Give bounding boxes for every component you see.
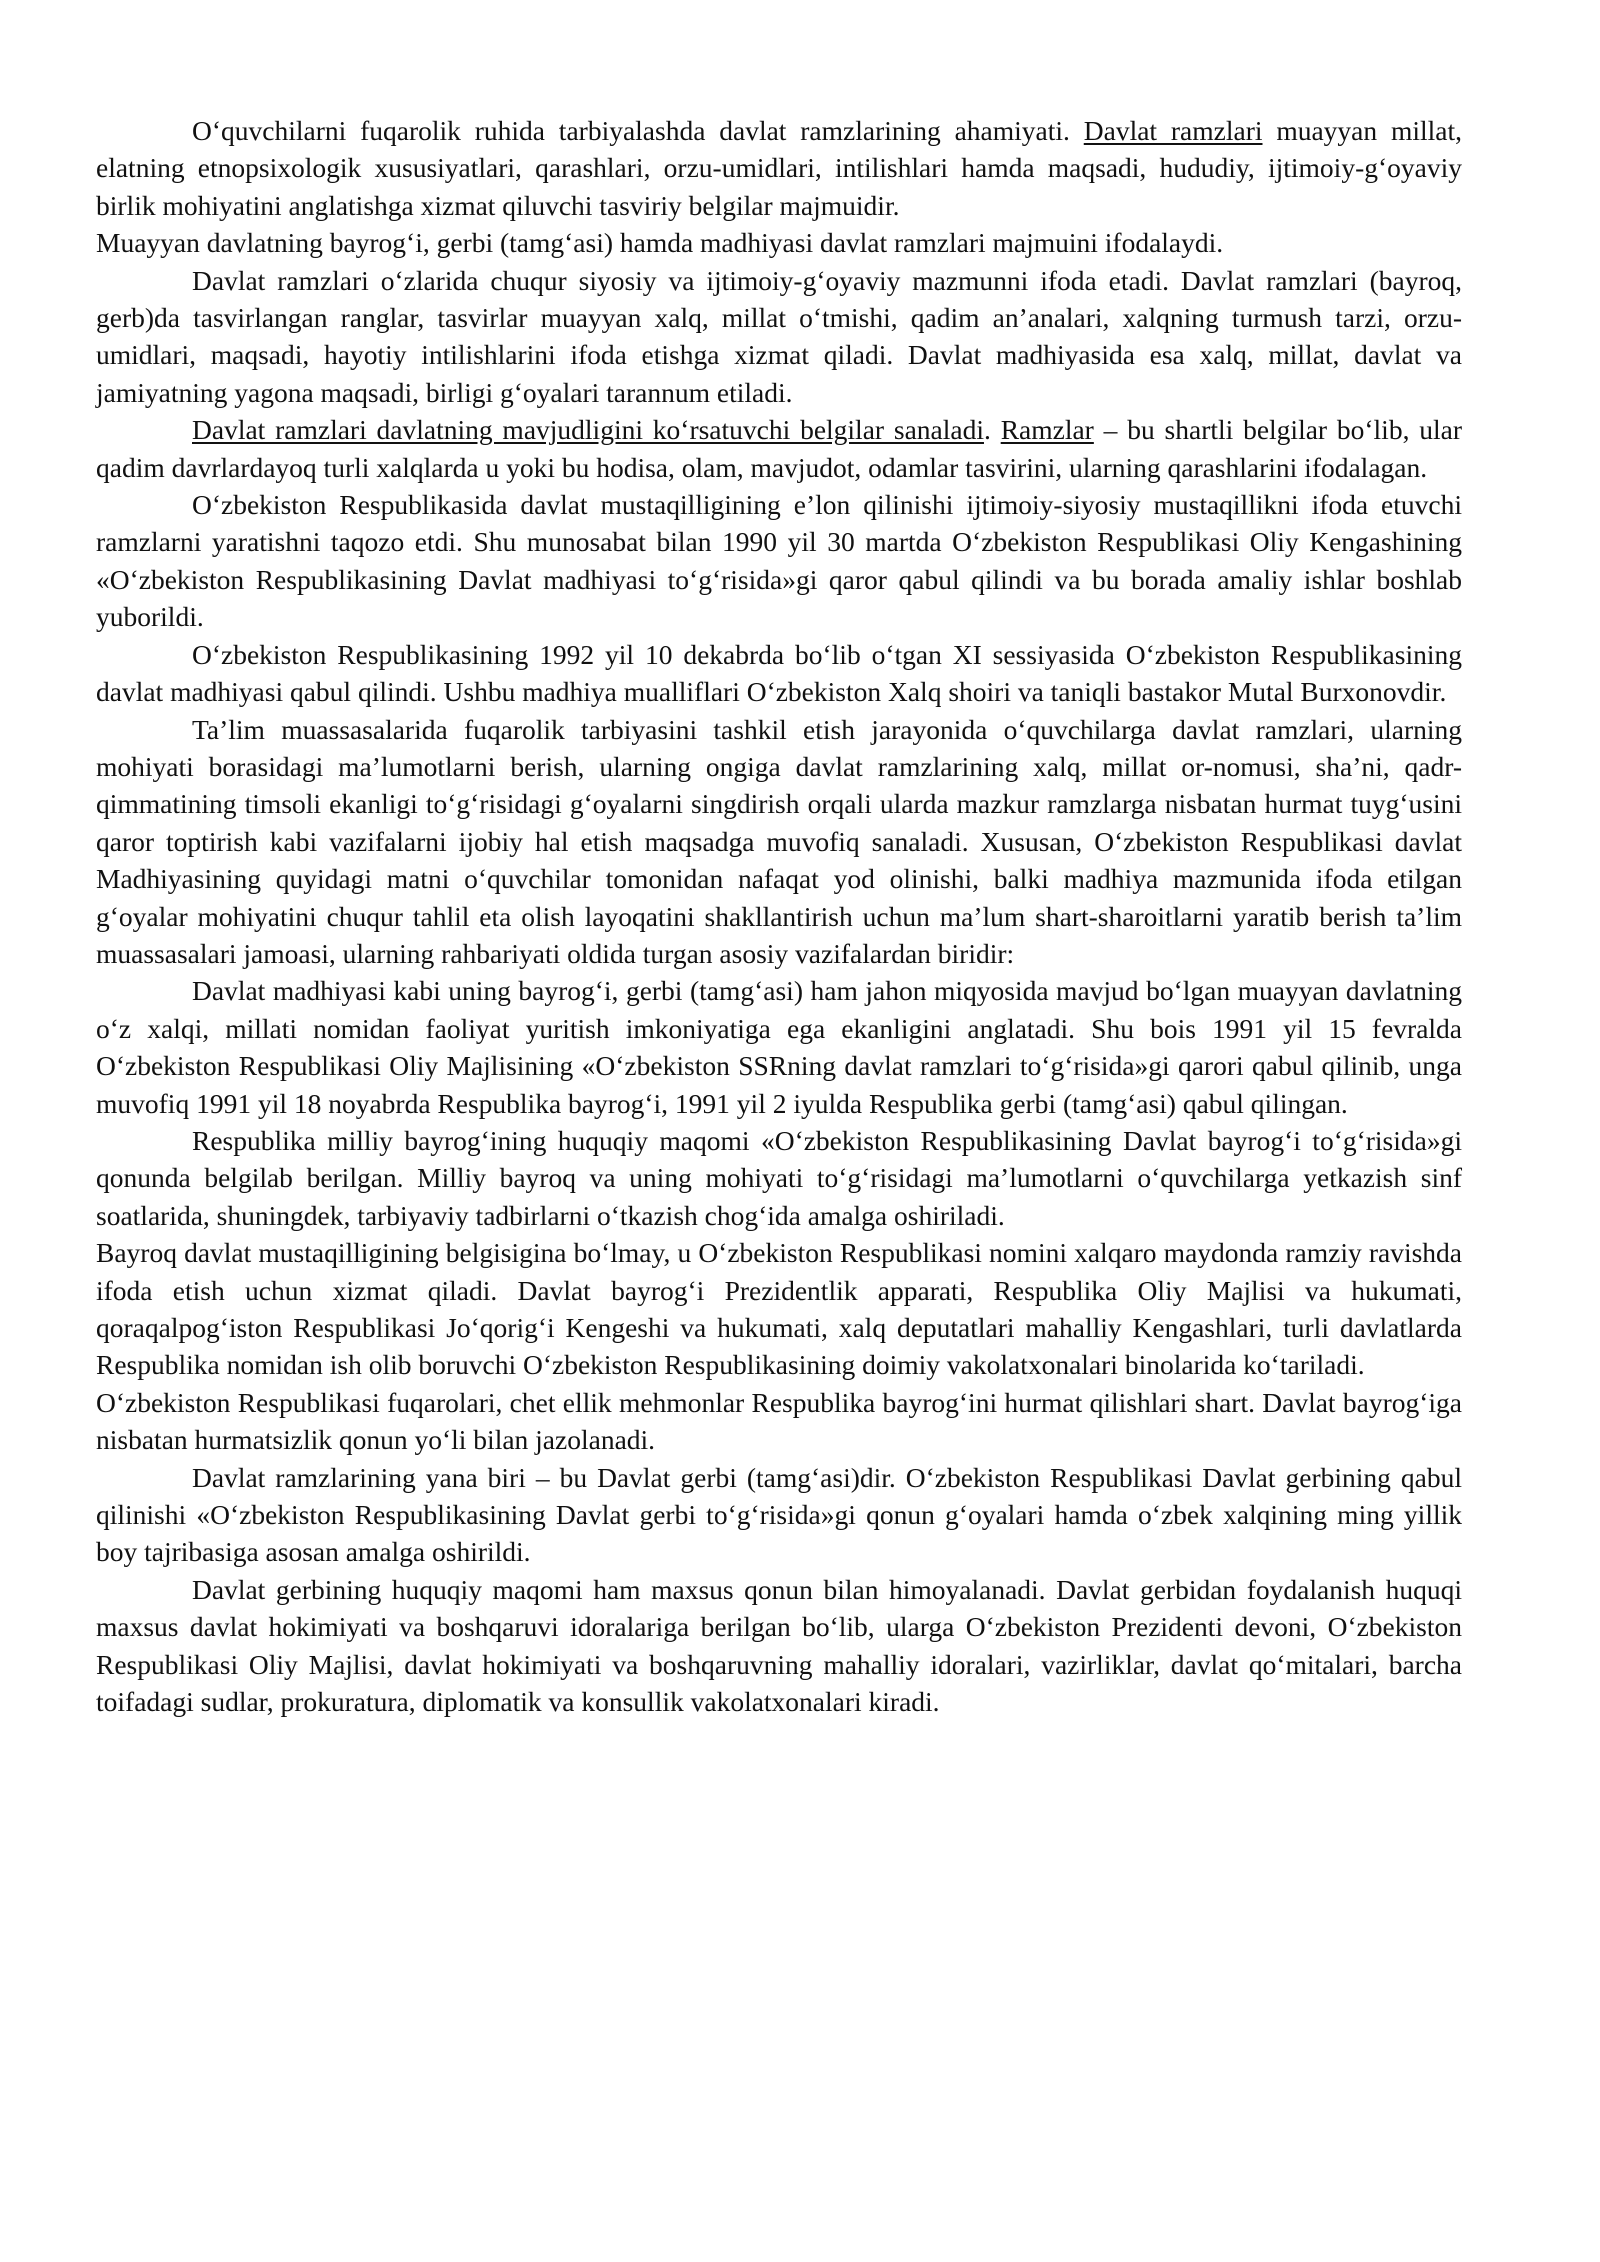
paragraph-text: Ta’lim muassasalarida fuqarolik tarbiyasini tashkil etish jarayonida o‘quvchilarga davlat ramzlari, ularning mohiyati borasidagi ma’lumotlarni berish, ularning ongiga davlat ramzlarining xalq, millat or-nomusi, sha’ni, qadr-qimmatining timsoli ekanligi to‘g‘risidagi g‘oyalarni singdirish orqali ularda mazkur ramzlarga nisbatan hurmat tuyg‘usini qaror toptirish kabi vazifalarni ijobiy hal etish maqsadga muvofiq sanaladi. Xususan, O‘zbekiston Respublikasi davlat Madhiyasining quyidagi matni o‘quvchilar tomonidan nafaqat yod olinishi, balki madhiya mazmunida ifoda etilgan g‘oyalar mohiyatini chuqur tahlil eta olish layoqatini shakllantirish uchun ma’lum shart-sharoitlarni yaratib berish ta’lim muassasalari jamoasi, ularning rahbariyati oldida turgan asosiy vazifalardan biridir: (96, 713, 1462, 969)
paragraph-3 (96, 262, 1462, 412)
paragraph-text: O‘zbekiston Respublikasining 1992 yil 10 dekabrda bo‘lib o‘tgan XI sessiyasida O‘zbekiston Respublikasining davlat madhiyasi qabul qilindi. Ushbu madhiya mualliflari O‘zbekiston Xalq shoiri va taniqli bastakor Mutal Burxonovdir. (96, 638, 1462, 708)
paragraph-5 (96, 486, 1462, 636)
paragraph-11 (96, 1384, 1462, 1459)
paragraph-7 (96, 711, 1462, 973)
paragraph-text: Davlat ramzlari o‘zlarida chuqur siyosiy va ijtimoiy-g‘oyaviy mazmunni ifoda etadi. Davlat ramzlari (bayroq, gerb)da tasvirlangan ranglar, tasvirlar muayyan xalq, millat o‘tmishi, qadim an’analari, xalqning turmush tarzi, orzu-umidlari, maqsadi, hayotiy intilishlarini ifoda etishga xizmat qiladi. Davlat madhiyasida esa xalq, millat, davlat va jamiyatning yagona maqsadi, birligi g‘oyalari tarannum etiladi. (96, 264, 1462, 408)
paragraph-text: Respublika milliy bayrog‘ining huquqiy maqomi «O‘zbekiston Respublikasining Davlat bayrog‘i to‘g‘risida»gi qonunda belgilab berilgan. Milliy bayroq va uning mohiyati to‘g‘risidagi ma’lumotlarni o‘quvchilarga yetkazish sinf soatlarida, shuningdek, tarbiyaviy tadbirlarni o‘tkazish chog‘ida amalga oshiriladi. (96, 1124, 1462, 1231)
paragraph-text: – bu shartli belgilar bo‘lib, ular qadim davrlardayoq turli xalqlarda u yoki bu hodisa, olam, mavjudot, odamlar tasvirini, ularning qarashlarini ifodalagan. (96, 414, 1463, 483)
paragraph-text: Davlat gerbining huquqiy maqomi ham maxsus qonun bilan himoyalanadi. Davlat gerbidan foydalanish huquqi maxsus davlat hokimiyati va boshqaruvi idoralariga berilgan bo‘lib, ularga O‘zbekiston Prezidenti devoni, O‘zbekiston Respublikasi Oliy Majlisi, davlat hokimiyati va boshqaruvning mahalliy idoralari, vazirliklar, davlat qo‘mitalari, barcha toifadagi sudlar, prokuratura, diplomatik va konsullik vakolatxonalari kiradi. (96, 1573, 1462, 1718)
paragraph-9 (96, 1122, 1462, 1234)
underlined-text: Ramzlar (1000, 414, 1094, 446)
paragraph-text: . (983, 414, 1001, 446)
underlined-text: Davlat ramzlari davlatning mavjudligini ko‘rsatuvchi belgilar sanaladi (192, 414, 984, 446)
paragraph-text: O‘zbekiston Respublikasida davlat mustaqilligining e’lon qilinishi ijtimoiy-siyosiy mustaqillikni ifoda etuvchi ramzlarni yaratishni taqozo etdi. Shu munosabat bilan 1990 yil 30 martda O‘zbekiston Respublikasi Oliy Kengashining «O‘zbekiston Respublikasining Davlat madhiyasi to‘g‘risida»gi qaror qabul qilindi va bu borada amaliy ishlar boshlab yuborildi. (96, 489, 1462, 633)
paragraph-text: muayyan millat, elatning etnopsixologik xususiyatlari, qarashlari, orzu-umidlari, intilishlari hamda maqsadi, hududiy, ijtimoiy-g‘oyaviy birlik mohiyatini anglatishga xizmat qiluvchi tasviriy belgilar majmuidir. (96, 115, 1463, 221)
underlined-text: Davlat ramzlari (1083, 115, 1263, 146)
paragraph-8 (96, 972, 1462, 1122)
paragraph-text: O‘zbekiston Respublikasi fuqarolari, chet ellik mehmonlar Respublika bayrog‘ini hurmat qilishlari shart. Davlat bayrog‘iga nisbatan hurmatsizlik qonun yo‘li bilan jazolanadi. (96, 1386, 1462, 1456)
paragraph-2 (96, 224, 1462, 261)
paragraph-6 (96, 636, 1462, 711)
document-page (96, 112, 1462, 1720)
paragraph-12 (96, 1459, 1462, 1571)
paragraph-text: O‘quvchilarni fuqarolik ruhida tarbiyalashda davlat ramzlarining ahamiyati. (192, 115, 1084, 146)
paragraph-text: Davlat ramzlarining yana biri – bu Davlat gerbi (tamg‘asi)dir. O‘zbekiston Respublikasi Davlat gerbining qabul qilinishi «O‘zbekiston Respublikasining Davlat gerbi to‘g‘risida»gi qonun g‘oyalari hamda o‘zbek xalqining ming yillik boy tajribasiga asosan amalga oshirildi. (96, 1461, 1462, 1568)
paragraph-10 (96, 1234, 1462, 1384)
paragraph-4 (96, 411, 1462, 486)
paragraph-13 (96, 1571, 1462, 1721)
paragraph-text: Muayyan davlatning bayrog‘i, gerbi (tamg‘asi) hamda madhiyasi davlat ramzlari majmuini ifodalaydi. (96, 227, 1224, 259)
paragraph-text: Bayroq davlat mustaqilligining belgisigina bo‘lmay, u O‘zbekiston Respublikasi nomini xalqaro maydonda ramziy ravishda ifoda etish uchun xizmat qiladi. Davlat bayrog‘i Prezidentlik apparati, Respublika Oliy Majlisi va hukumati, qoraqalpog‘iston Respublikasi Jo‘qorig‘i Kengeshi va hukumati, xalq deputatlari mahalliy Kengashlari, turli davlatlarda Respublika nomidan ish olib boruvchi O‘zbekiston Respublikasining doimiy vakolatxonalari binolarida ko‘tariladi. (96, 1237, 1462, 1381)
paragraph-1 (96, 112, 1462, 224)
paragraph-text: Davlat madhiyasi kabi uning bayrog‘i, gerbi (tamg‘asi) ham jahon miqyosida mavjud bo‘lgan muayyan davlatning o‘z xalqi, millati nomidan faoliyat yuritish imkoniyatiga ega ekanligini anglatadi. Shu bois 1991 yil 15 fevralda O‘zbekiston Respublikasi Oliy Majlisining «O‘zbekiston SSRning davlat ramzlari to‘g‘risida»gi qarori qabul qilinib, unga muvofiq 1991 yil 18 noyabrda Respublika bayrog‘i, 1991 yil 2 iyulda Respublika gerbi (tamg‘asi) qabul qilingan. (96, 975, 1462, 1119)
